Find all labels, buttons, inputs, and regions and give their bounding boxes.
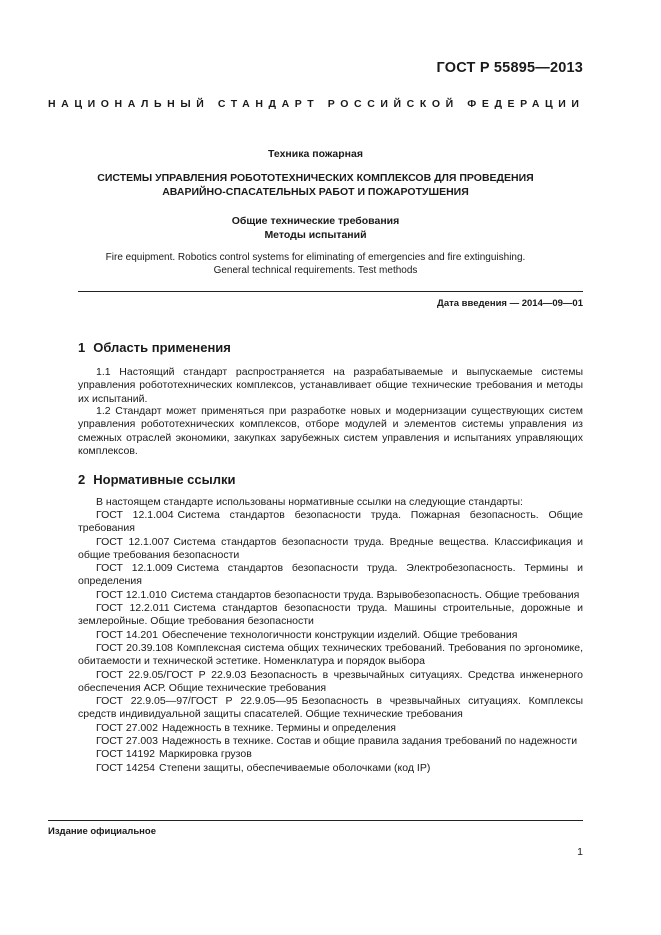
reference-item [78, 748, 583, 761]
reference-title: Надежность в технике. Состав и общие правила задания требований по надежности [161, 735, 578, 748]
reference-item [78, 629, 583, 642]
reference-code: ГОСТ 27.002 [96, 721, 158, 734]
reference-code: ГОСТ 12.1.009 [96, 562, 173, 575]
section-number: 1 [78, 340, 86, 355]
reference-item [78, 562, 583, 589]
reference-title: Система стандартов безопасности труда. Взрывобезопасность. Общие требования [170, 588, 580, 601]
paragraph-1-2: 1.2 Стандарт может применяться при разработке новых и модернизации существующих систем управления робототехнических комплексов, отборе модулей и элементов системы управления из смежных отраслей экономики, закупках зарубежных систем управления и испытаниях управляющих комплексов. [78, 405, 583, 457]
header-divider [78, 291, 583, 292]
footer-divider [48, 820, 583, 821]
reference-title: Система стандартов безопасности труда. Вредные вещества. Классификация и общие требования безопасности [78, 535, 583, 561]
reference-code: ГОСТ 22.9.05/ГОСТ Р 22.9.03 [96, 668, 247, 681]
reference-code: ГОСТ 12.2.011 [96, 602, 170, 615]
section-title: Область применения [93, 340, 231, 355]
document-code: ГОСТ Р 55895—2013 [436, 60, 583, 76]
edition-note: Издание официальное [48, 826, 156, 837]
reference-title: Степени защиты, обеспечиваемые оболочками (код IP) [159, 761, 431, 774]
reference-code: ГОСТ 20.39.108 [96, 641, 173, 654]
title-line-1: СИСТЕМЫ УПРАВЛЕНИЯ РОБОТОТЕХНИЧЕСКИХ КОМПЛЕКСОВ ДЛЯ ПРОВЕДЕНИЯ [97, 172, 534, 184]
reference-item [78, 589, 583, 602]
reference-code: ГОСТ 22.9.05—97/ГОСТ Р 22.9.05—95 [96, 695, 298, 708]
document-subtitle [48, 214, 583, 242]
reference-item [78, 722, 583, 735]
reference-item [78, 602, 583, 629]
subtitle-line-1: Общие технические требования [231, 215, 400, 227]
reference-item [78, 642, 583, 669]
references-intro: В настоящем стандарте использованы нормативные ссылки на следующие стандарты: [96, 496, 523, 508]
subtitle-line-2: Методы испытаний [264, 229, 367, 241]
reference-title: Система стандартов безопасности труда. Машины строительные, дорожные и землеройные. Общие требования безопасности [78, 602, 583, 628]
reference-item [78, 762, 583, 775]
page-number: 1 [577, 846, 583, 858]
reference-item [78, 509, 583, 536]
national-standard-banner: НАЦИОНАЛЬНЫЙ СТАНДАРТ РОССИЙСКОЙ ФЕДЕРАЦИИ [48, 98, 585, 110]
reference-code: ГОСТ 14192 [96, 748, 156, 761]
references-list [78, 509, 583, 775]
document-subject: Техника пожарная [268, 148, 363, 160]
reference-title: Маркировка грузов [159, 748, 252, 761]
date-of-introduction: Дата введения — 2014—09—01 [437, 298, 583, 309]
reference-title: Комплексная система общих технических требований. Требования по эргономике, обитаемости и технической эстетике. Номенклатура и порядок выбора [78, 641, 583, 668]
reference-code: ГОСТ 14.201 [96, 628, 158, 641]
reference-code: ГОСТ 12.1.004 [96, 509, 174, 521]
section-number: 2 [78, 472, 86, 487]
english-line-2: General technical requirements. Test methods [213, 265, 418, 276]
title-line-2: АВАРИЙНО-СПАСАТЕЛЬНЫХ РАБОТ И ПОЖАРОТУШЕНИЯ [162, 186, 469, 198]
reference-title: Безопасность в чрезвычайных ситуациях. Средства инженерного обеспечения АСР. Общие технические требования [78, 668, 583, 694]
english-title [48, 251, 583, 277]
reference-item [78, 669, 583, 696]
reference-title: Система стандартов безопасности труда. Электробезопасность. Термины и определения [78, 562, 584, 588]
reference-code: ГОСТ 27.003 [96, 735, 158, 748]
reference-item [78, 735, 583, 748]
english-line-1: Fire equipment. Robotics control systems for eliminating of emergencies and fire extinguishing. [105, 252, 526, 263]
section-heading-scope [78, 340, 231, 355]
paragraph-1-1: 1.1 Настоящий стандарт распространяется на разрабатываемые и выпускаемые системы управления робототехнических комплексов, устанавливает общие технические требования и методы их испытаний. [78, 366, 583, 405]
reference-item [78, 695, 583, 722]
section-heading-references [78, 472, 235, 487]
reference-title: Система стандартов безопасности труда. Пожарная безопасность. Общие требования [78, 509, 583, 535]
reference-code: ГОСТ 14254 [96, 761, 156, 774]
reference-code: ГОСТ 12.1.007 [96, 535, 170, 548]
reference-title: Надежность в технике. Термины и определения [161, 721, 396, 734]
reference-title: Безопасность в чрезвычайных ситуациях. Комплексы средств индивидуальной защиты спасателей. Общие технические требования [78, 695, 584, 721]
document-title [48, 171, 583, 199]
reference-item [78, 536, 583, 563]
reference-code: ГОСТ 12.1.010 [96, 588, 167, 601]
reference-title: Обеспечение технологичности конструкции изделий. Общие требования [161, 628, 518, 641]
section-title: Нормативные ссылки [93, 472, 236, 487]
